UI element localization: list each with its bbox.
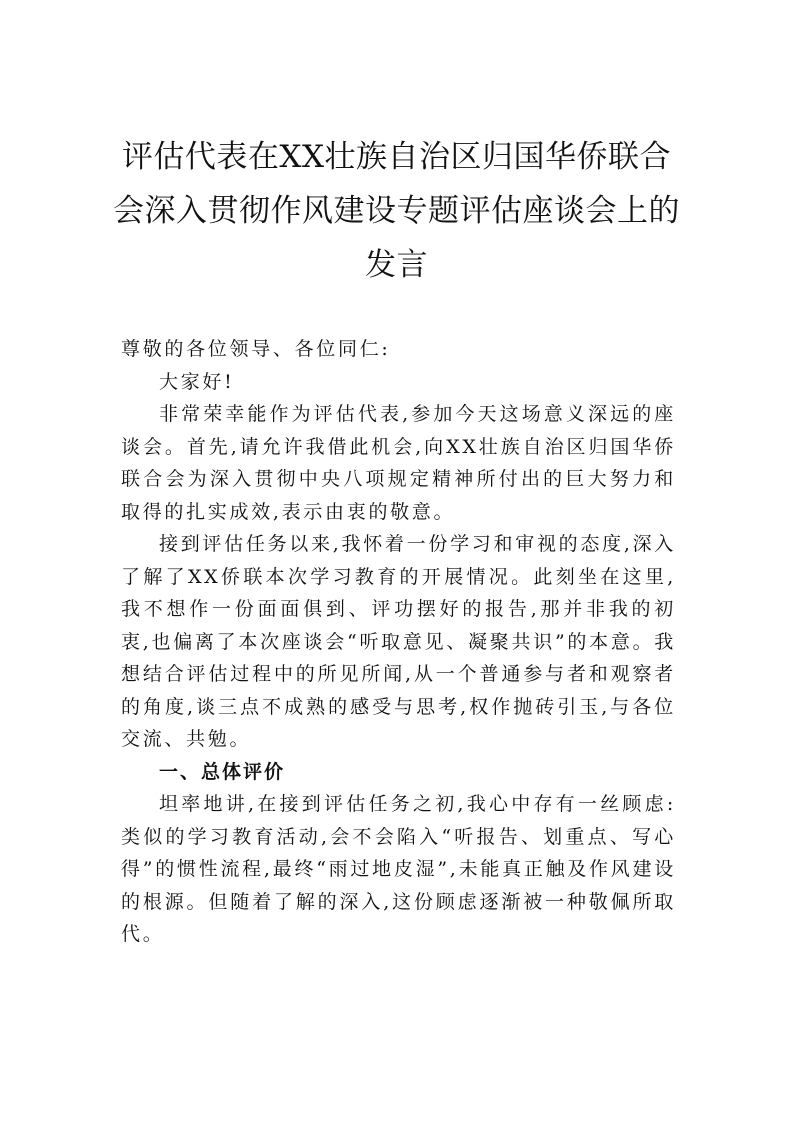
greeting: 大家好! (159, 370, 235, 393)
section-heading: 一、总体评价 (159, 760, 286, 783)
document-title: 评估代表在XX壮族自治区归国华侨联合会深入贯彻作风建设专题评估座谈会上的发言 (113, 139, 680, 283)
paragraph-purpose: 接到评估任务以来,我怀着一份学习和审视的态度,深入了解了XX侨联本次学习教育的开展情况。此刻坐在这里,我不想作一份面面俱到、评功摆好的报告,那并非我的初衷,也偏离了本次座谈会“听取意见、凝聚共识”的本意。我想结合评估过程中的所见所闻,从一个普通参与者和观察者的角度,谈三点不成熟的感受与思考,权作抛砖引玉,与各位交流、共勉。 (121, 533, 676, 750)
salutation: 尊敬的各位领导、各位同仁: (121, 338, 391, 360)
section-paragraph: 坦率地讲,在接到评估任务之初,我心中存有一丝顾虑:类似的学习教育活动,会不会陷入“听报告、划重点、写心得”的惯性流程,最终“雨过地皮湿”,未能真正触及作风建设的根源。但随着了解的深入,这份顾虑逐渐被一种敬佩所取代。 (121, 793, 676, 945)
document-body (121, 333, 676, 951)
paragraph-intro: 非常荣幸能作为评估代表,参加今天这场意义深远的座谈会。首先,请允许我借此机会,向XX壮族自治区归国华侨联合会为深入贯彻中央八项规定精神所付出的巨大努力和取得的扎实成效,表示由衷的敬意。 (121, 403, 676, 523)
